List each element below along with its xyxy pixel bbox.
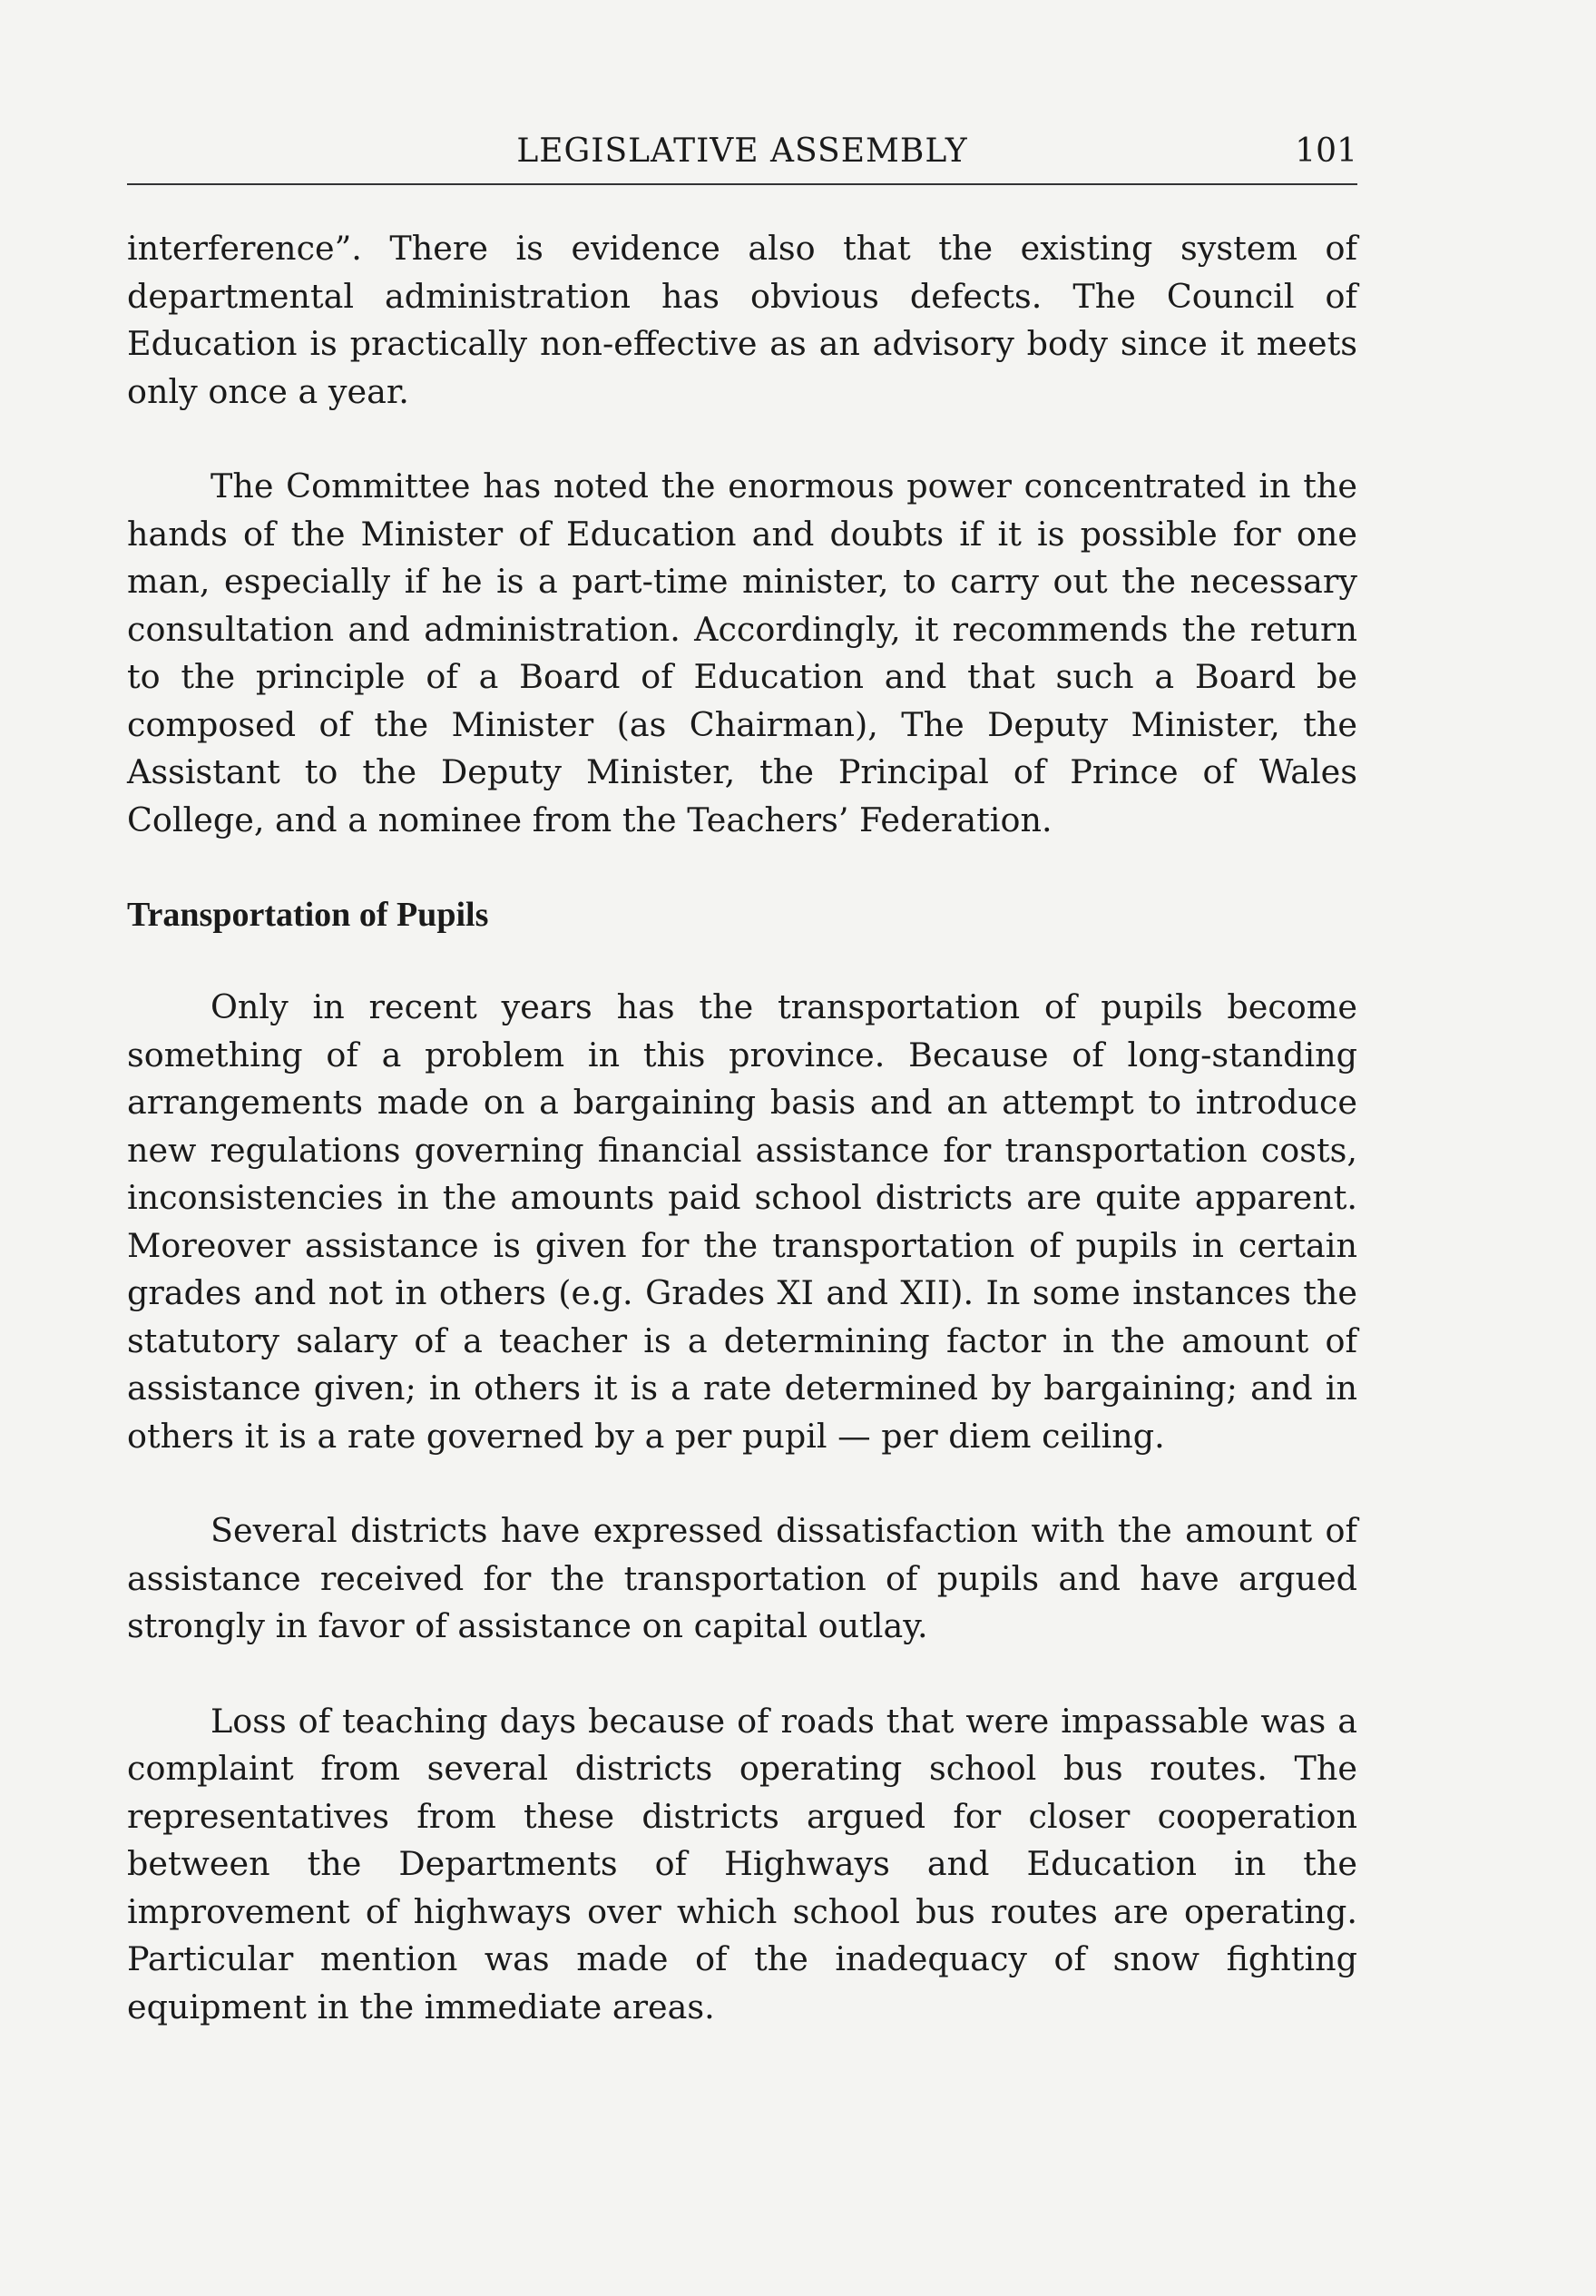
paragraph-dissatisfaction: Several districts have expressed dissatisfaction with the amount of assistance received for the transportation of pupils and have argued strongly in favor of assistance on capital outlay. [127,1511,1357,1645]
running-title: LEGISLATIVE ASSEMBLY [516,132,968,170]
paragraph-teaching-days: Loss of teaching days because of roads that were impassable was a complaint from several districts operating school bus routes. The representatives from these districts argued for closer cooperation between the Departments of Highways and Education in the improvement of highways over which school bus routes are operating. Particular mention was made of the inadequacy of snow fighting equipment in the immediate areas. [127,1701,1357,2026]
paragraph-transportation-problem: Only in recent years has the transportation of pupils become something of a problem in this province. Because of long-standing arrangements made on a bargaining basis and an attempt to introduce new regulations governing financial assistance for transportation costs, inconsistencies in the amounts paid school districts are quite apparent. Moreover assistance is given for the transportation of pupils in certain grades and not in others (e.g. Grades XI and XII). In some instances the statutory salary of a teacher is a determining factor in the amount of assistance given; in others it is a rate determined by bargaining; and in others it is a rate governed by a per pupil — per diem ceiling. [127,987,1357,1456]
document-page [127,127,1357,2078]
page-number: 101 [1295,132,1357,170]
section-heading: Transportation of Pupils [127,896,489,934]
paragraph-continued: interference”. There is evidence also that the existing system of departmental administration has obvious defects. The Council of Education is practically non-effective as an advisory body since it meets only once a year. [127,229,1357,411]
running-header [127,127,1357,185]
paragraph-board-of-education: The Committee has noted the enormous power concentrated in the hands of the Minister of Education and doubts if it is possible for one man, especially if he is a part-time minister, to carry out the necessary consultation and administration. Accordingly, it recommends the return to the principle of a Board of Education and that such a Board be composed of the Minister (as Chairman), The Deputy Minister, the Assistant to the Deputy Minister, the Principal of Prince of Wales College, and a nominee from the Teachers’ Federation. [127,466,1357,839]
